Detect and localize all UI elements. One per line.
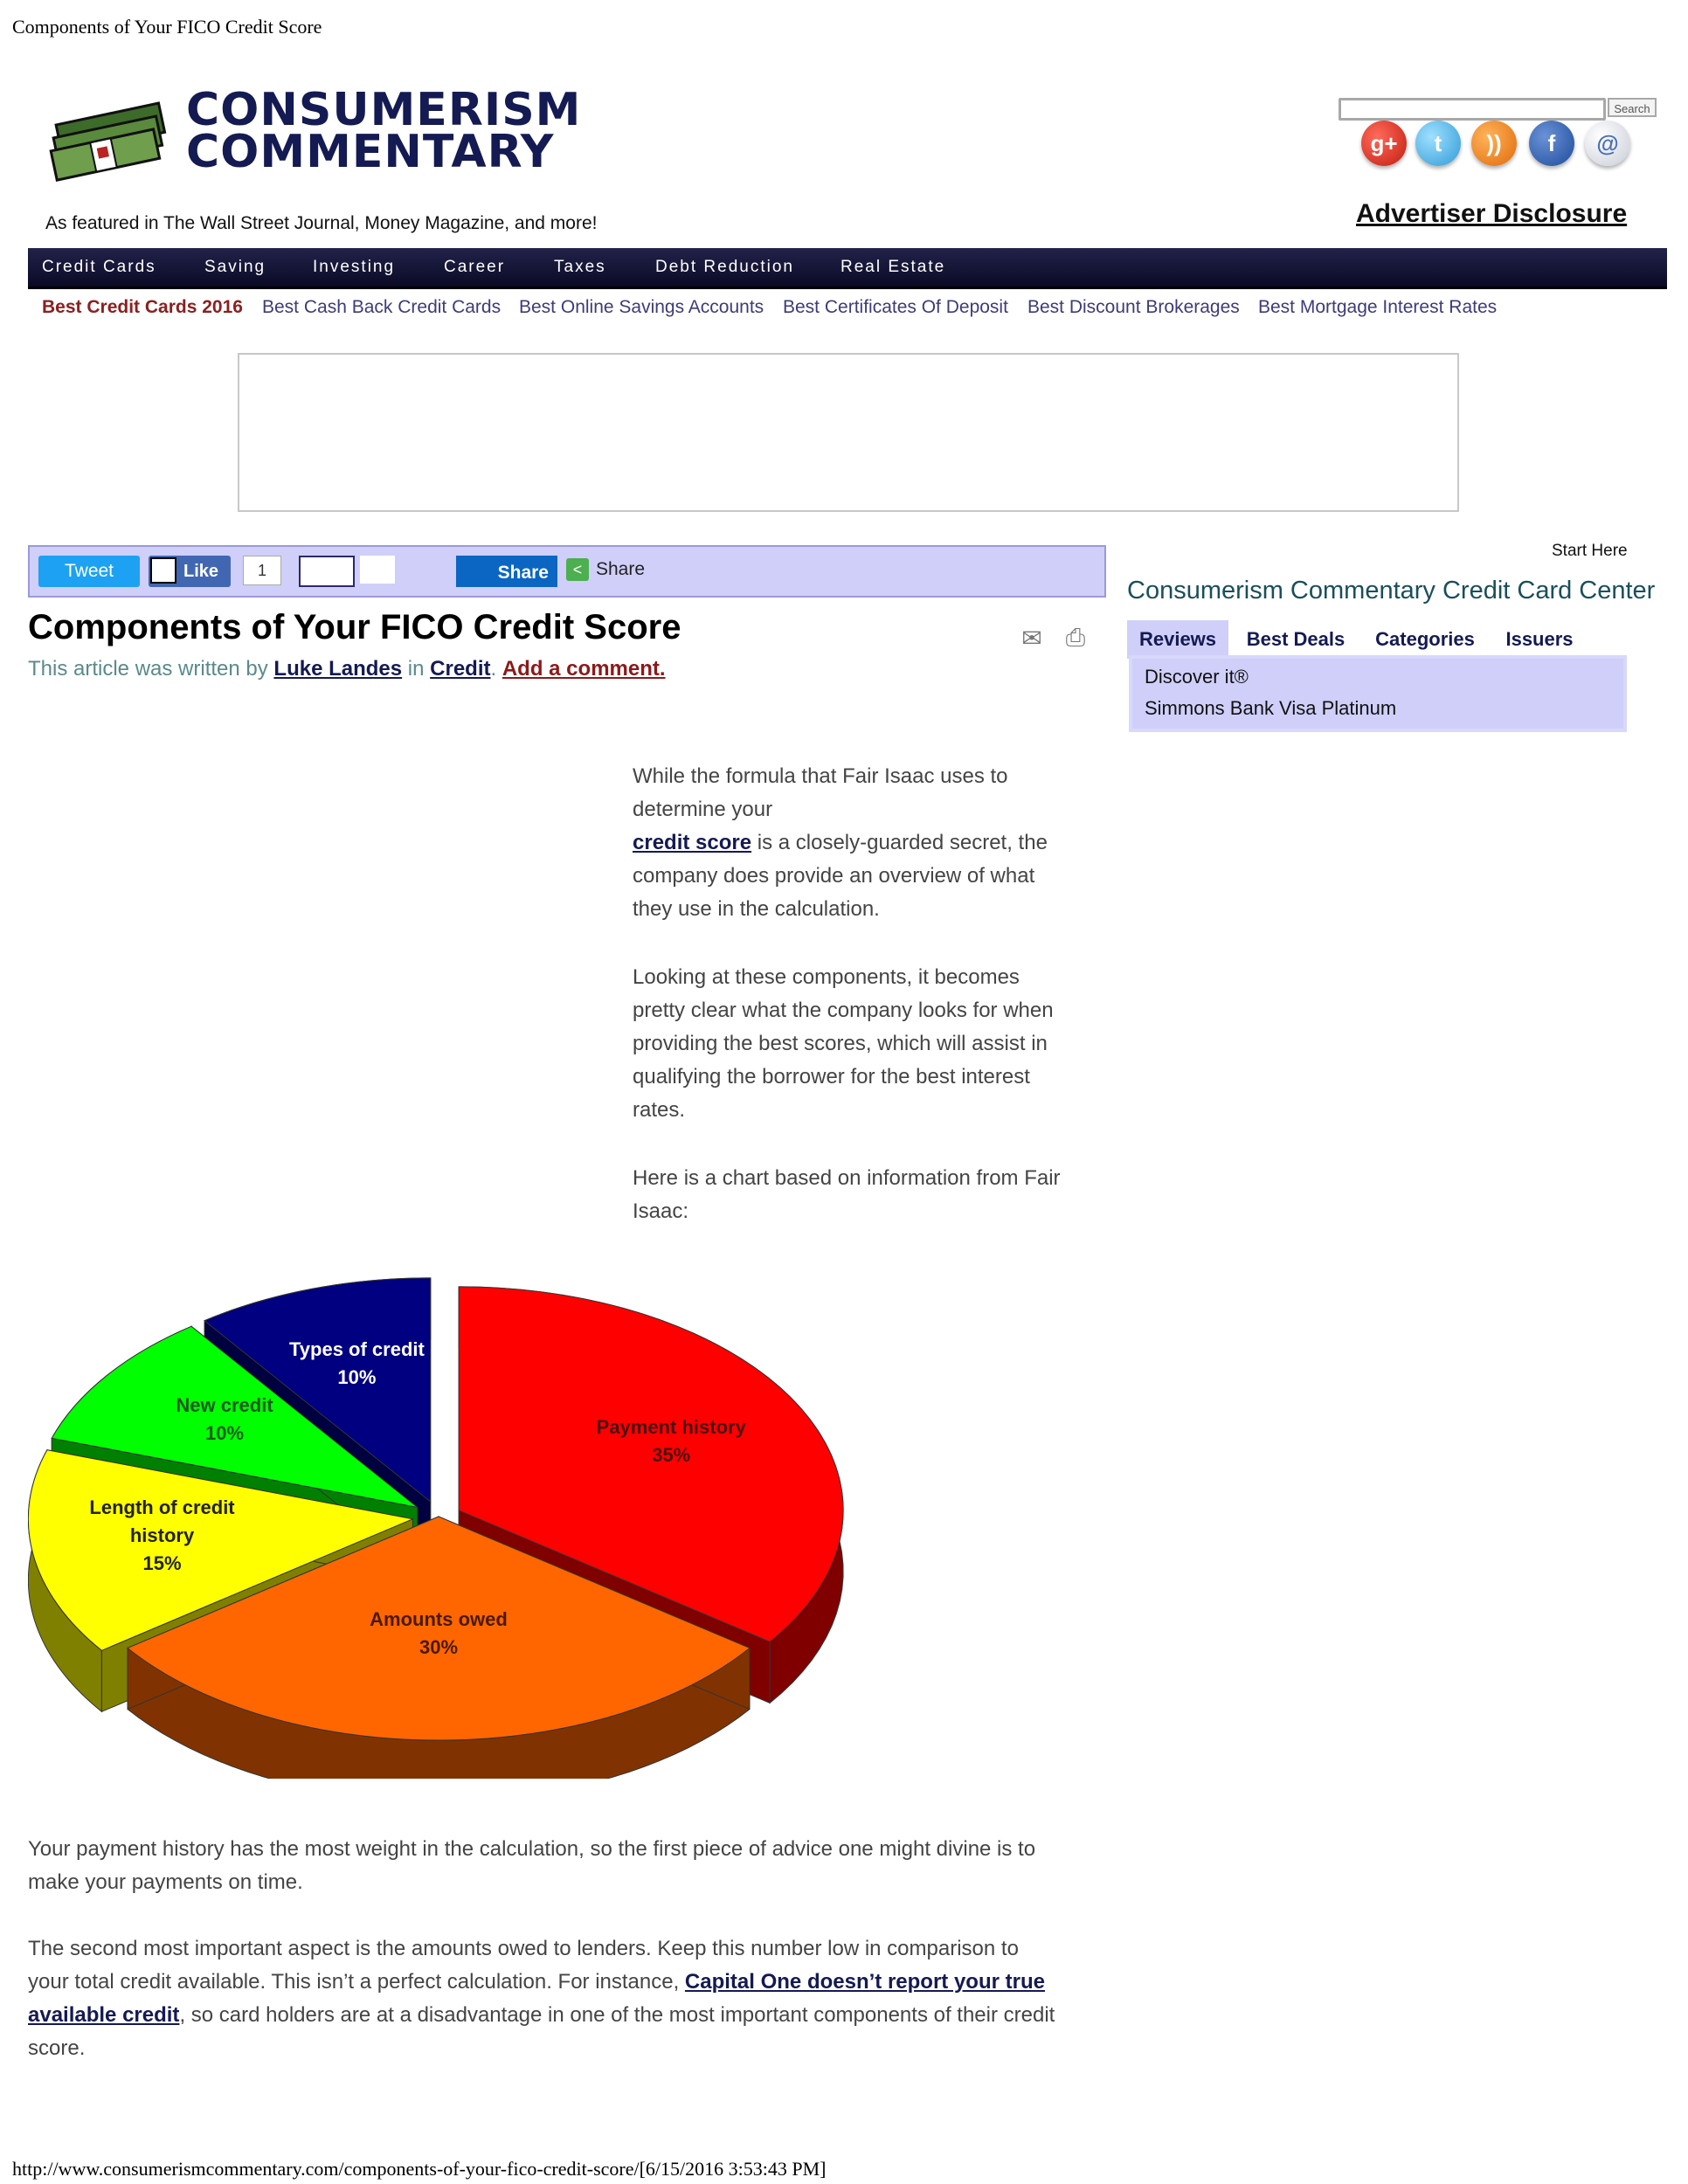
print-icon[interactable]: ⎙: [1065, 624, 1086, 651]
p3-line: Here is a chart based on information from Fair: [633, 1166, 1061, 1190]
facebook-icon: [150, 557, 176, 584]
p5-line: The second most important aspect is the amounts owed to lenders. Keep this number low in comparison to: [28, 1937, 1019, 1960]
subnav-best-cash-back[interactable]: Best Cash Back Credit Cards: [262, 297, 502, 317]
byline-prefix: This article was written by: [28, 657, 274, 681]
nav-item-taxes[interactable]: Taxes: [554, 258, 606, 276]
p5-text: your total credit available. This isn’t a perfect calculation. For instance,: [28, 1970, 685, 1994]
google-plus-icon[interactable]: g+: [1361, 121, 1407, 166]
rss-icon[interactable]: )): [1471, 121, 1517, 166]
card-item-simmons-visa[interactable]: Simmons Bank Visa Platinum: [1145, 697, 1397, 719]
byline-in: in: [402, 657, 431, 681]
sidebar-tab-panel: [1129, 655, 1627, 732]
email-icon[interactable]: @: [1585, 121, 1630, 166]
logo-line-1: CONSUMERISM: [186, 84, 582, 136]
sidebar-title: Consumerism Commentary Credit Card Center: [1127, 577, 1656, 605]
share-widget-blank[interactable]: [299, 556, 355, 587]
nav-item-debt-reduction[interactable]: Debt Reduction: [655, 258, 794, 276]
logo-line-2: COMMENTARY: [186, 126, 555, 178]
nav-item-real-estate[interactable]: Real Estate: [841, 258, 946, 276]
subnav-best-cds[interactable]: Best Certificates Of Deposit: [783, 297, 1008, 317]
article-paragraph-5: [28, 1932, 1129, 2065]
print-page-title: Components of Your FICO Credit Score: [12, 16, 322, 38]
p5-line: [28, 1966, 1129, 1999]
pie-label-0: Payment history 35%: [596, 1415, 746, 1466]
p5-text: , so card holders are at a disadvantage in one of the most important components of their credit: [179, 2003, 1055, 2027]
main-nav: [28, 248, 1667, 289]
print-page-url: http://www.consumerismcommentary.com/components-of-your-fico-credit-score/[6/15/2016 3:53:43 PM]: [12, 2158, 827, 2180]
article-paragraph-2: [633, 961, 1122, 1127]
nav-item-credit-cards[interactable]: Credit Cards: [42, 258, 156, 276]
article-paragraph-3: [633, 1162, 1122, 1228]
twitter-icon[interactable]: t: [1415, 121, 1461, 166]
like-label: Like: [183, 562, 219, 581]
p2-line: pretty clear what the company looks for when: [633, 999, 1054, 1022]
advertiser-disclosure-link[interactable]: Advertiser Disclosure: [1356, 199, 1628, 228]
credit-score-link[interactable]: credit score: [633, 831, 752, 854]
article-title: Components of Your FICO Credit Score: [28, 608, 681, 646]
nav-item-investing[interactable]: Investing: [313, 258, 396, 276]
facebook-icon[interactable]: f: [1529, 121, 1574, 166]
pie-label-3: New credit 10%: [176, 1394, 273, 1445]
share-icon: <: [566, 558, 589, 581]
search-input[interactable]: [1339, 98, 1606, 121]
p5-line: [28, 1999, 1129, 2032]
fico-pie-chart: [28, 1272, 861, 1779]
p2-line: qualifying the borrower for the best interest: [633, 1065, 1030, 1089]
start-here-link[interactable]: Start Here: [1552, 542, 1628, 560]
add-comment-link[interactable]: Add a comment.: [502, 657, 666, 681]
site-logo[interactable]: [42, 84, 582, 183]
available-credit-link[interactable]: available credit: [28, 2003, 180, 2027]
sidebar-tabs: [1127, 620, 1629, 659]
pie-label-4: Types of credit 10%: [288, 1337, 425, 1388]
p1-line: they use in the calculation.: [633, 897, 880, 921]
p2-line: providing the best scores, which will assist in: [633, 1032, 1048, 1055]
p4-line: make your payments on time.: [28, 1870, 303, 1894]
featured-in-text: As featured in The Wall Street Journal, Money Magazine, and more!: [45, 213, 598, 233]
nav-item-saving[interactable]: Saving: [204, 258, 266, 276]
p1-text: is a closely-guarded secret, the: [751, 831, 1048, 854]
p1-line: [633, 826, 1104, 860]
p3-line: Isaac:: [633, 1199, 689, 1223]
author-link[interactable]: Luke Landes: [273, 657, 403, 681]
tab-best-deals[interactable]: Best Deals: [1246, 628, 1346, 650]
byline-sep: .: [490, 657, 502, 681]
pie-label-2: Length of credit history 15%: [89, 1496, 235, 1575]
article-byline: [28, 657, 666, 681]
share-bar: [28, 545, 1106, 598]
nav-item-career[interactable]: Career: [444, 258, 506, 276]
p2-line: Looking at these components, it becomes: [633, 965, 1020, 989]
facebook-like-button[interactable]: [149, 556, 231, 587]
p1-line: company does provide an overview of what: [633, 864, 1035, 888]
tab-categories[interactable]: Categories: [1375, 628, 1475, 650]
p1-line: While the formula that Fair Isaac uses to: [633, 764, 1008, 788]
like-count: 1: [243, 556, 281, 585]
subnav-best-mortgage[interactable]: Best Mortgage Interest Rates: [1258, 297, 1498, 317]
article-paragraph-1: [633, 760, 1104, 926]
p2-line: rates.: [633, 1098, 686, 1122]
p5-line: score.: [28, 2036, 86, 2060]
subnav-best-credit-cards[interactable]: Best Credit Cards 2016: [42, 297, 243, 317]
article-paragraph-4: [28, 1833, 1111, 1899]
share-button[interactable]: [566, 554, 645, 585]
subnav-best-brokerages[interactable]: Best Discount Brokerages: [1027, 297, 1240, 317]
search-button[interactable]: Search: [1608, 98, 1657, 117]
share-count-blank: [360, 556, 395, 584]
money-stack-icon: [42, 87, 182, 183]
capital-one-link[interactable]: Capital One doesn’t report your true: [684, 1970, 1045, 1994]
tab-issuers[interactable]: Issuers: [1505, 628, 1574, 650]
tab-reviews[interactable]: Reviews: [1127, 620, 1228, 659]
category-link[interactable]: Credit: [430, 657, 491, 681]
pie-label-1: Amounts owed 30%: [370, 1607, 508, 1658]
card-item-discover-it[interactable]: Discover it®: [1145, 666, 1249, 688]
subnav-best-savings[interactable]: Best Online Savings Accounts: [519, 297, 764, 317]
p1-line: determine your: [633, 798, 773, 821]
ad-banner-placeholder: [238, 353, 1459, 512]
email-article-icon[interactable]: ✉: [1021, 625, 1042, 652]
linkedin-share-button[interactable]: Share: [456, 556, 557, 587]
tweet-button[interactable]: Tweet: [38, 556, 140, 587]
p4-line: Your payment history has the most weight in the calculation, so the first piece of advice one might divine is to: [28, 1837, 1036, 1861]
share-label: Share: [596, 559, 646, 579]
